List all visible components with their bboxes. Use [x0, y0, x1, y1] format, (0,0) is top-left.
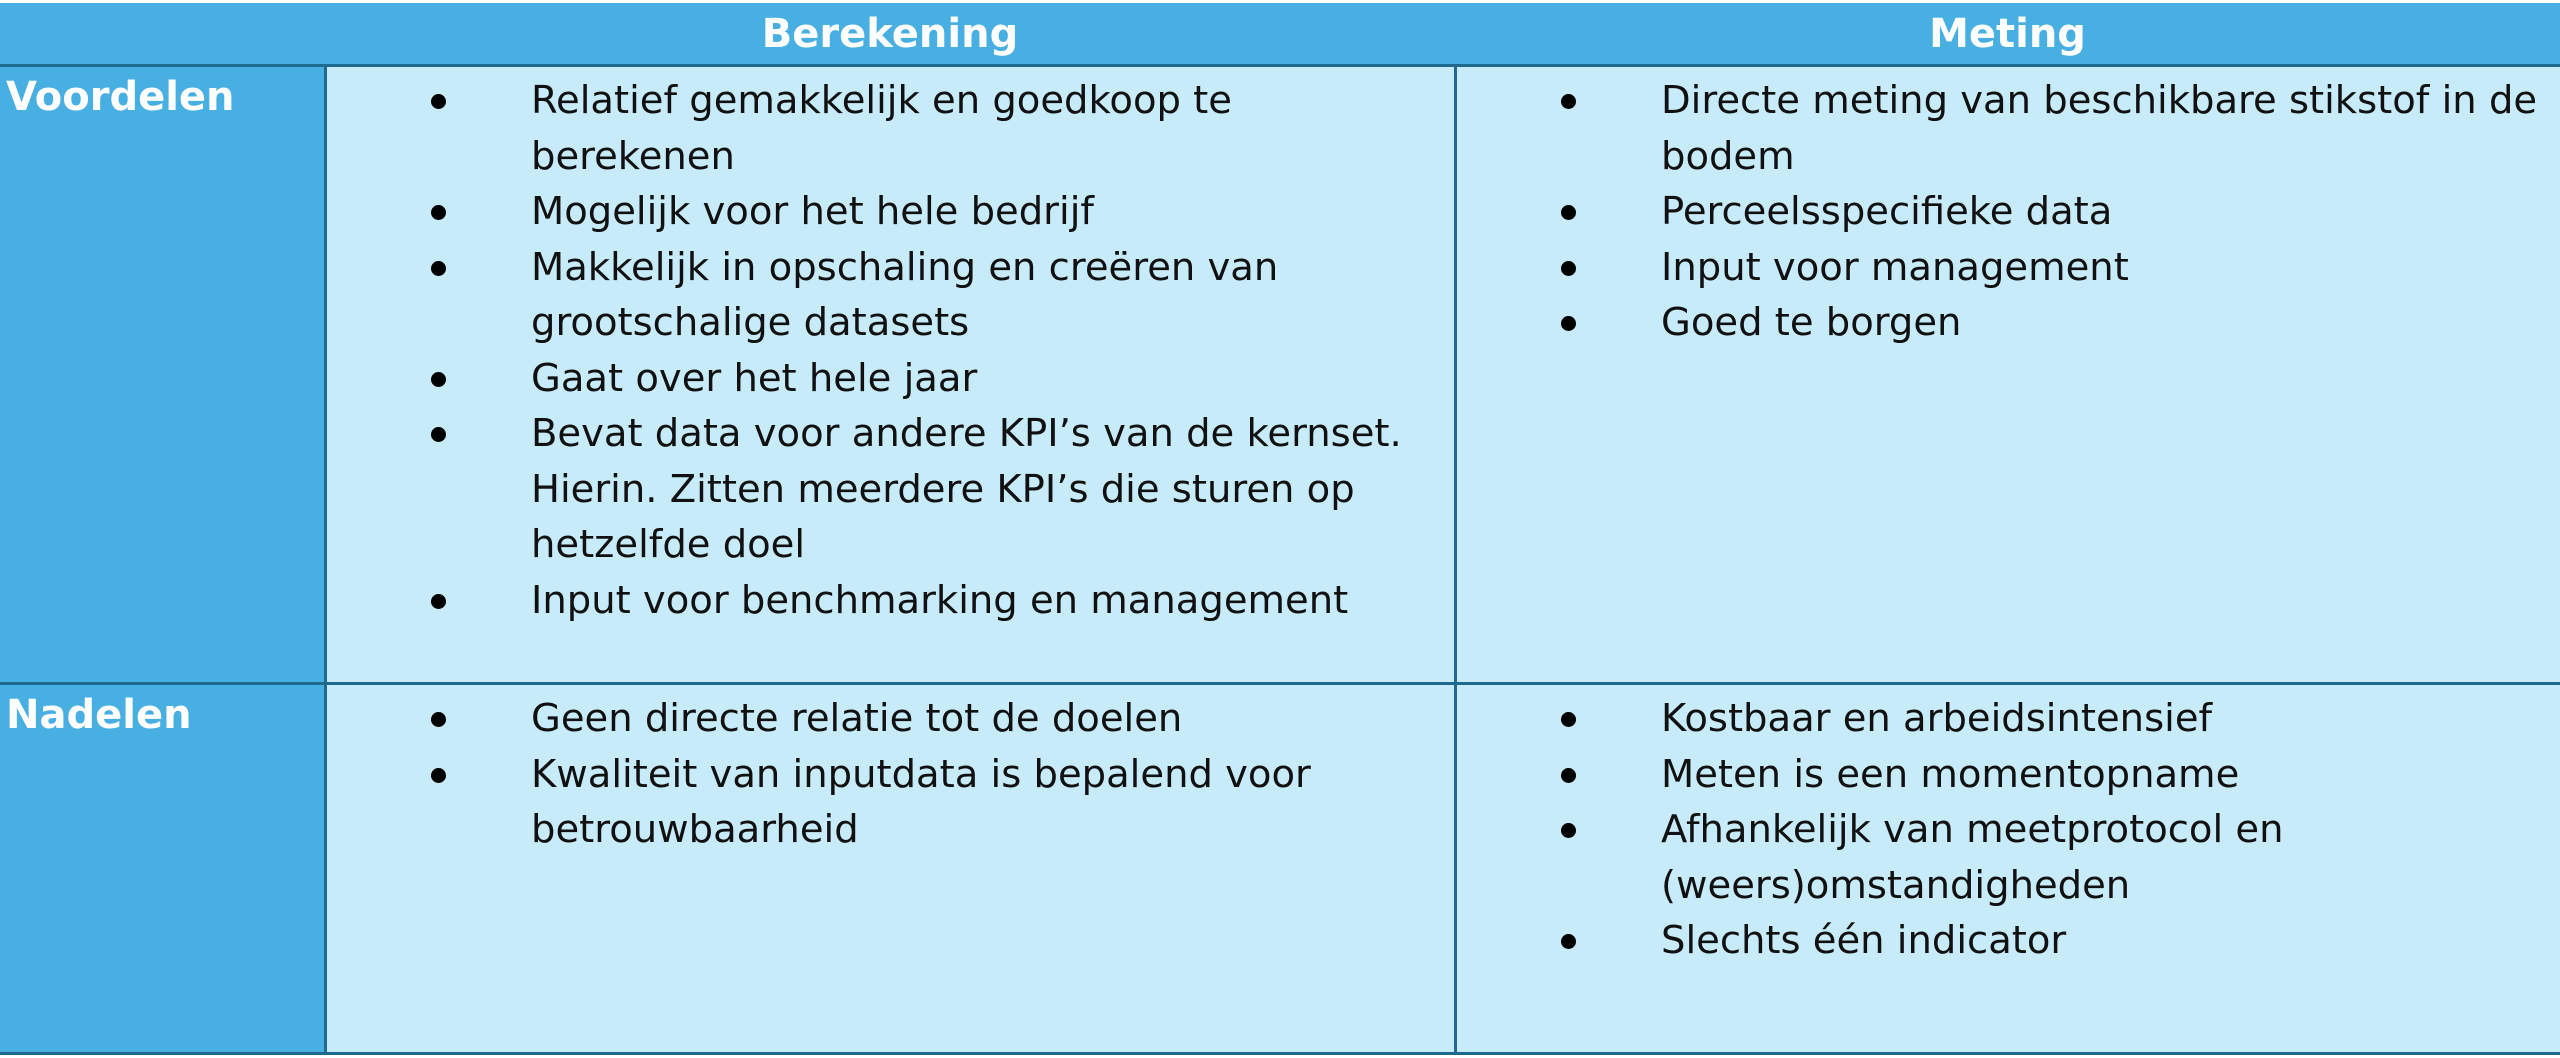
list-item: Goed te borgen — [1455, 295, 2560, 351]
voordelen-meting-list — [1455, 73, 2560, 351]
divider — [0, 682, 2560, 685]
list-item: Gaat over het hele jaar — [325, 351, 1455, 407]
list-item: Bevat data voor andere KPI’s van de kernset. Hierin. Zitten meerdere KPI’s die sturen op hetzelfde doel — [325, 406, 1455, 573]
list-item: Input voor benchmarking en management — [325, 573, 1455, 629]
row-label-nadelen: Nadelen — [0, 683, 325, 1053]
list-item: Input voor management — [1455, 240, 2560, 296]
list-item: Geen directe relatie tot de doelen — [325, 691, 1455, 747]
list-item: Meten is een momentopname — [1455, 747, 2560, 803]
list-item: Perceelsspecifieke data — [1455, 184, 2560, 240]
list-item: Slechts één indicator — [1455, 913, 2560, 969]
nadelen-meting-list — [1455, 691, 2560, 969]
nadelen-meting-cell — [1455, 683, 2560, 1053]
voordelen-berekening-cell — [325, 65, 1455, 683]
list-item: Directe meting van beschikbare stikstof in de bodem — [1455, 73, 2560, 184]
header-meting: Meting — [1929, 11, 2086, 57]
divider — [1454, 65, 1457, 1055]
list-item: Relatief gemakkelijk en goedkoop te berekenen — [325, 73, 1455, 184]
nadelen-berekening-list — [325, 691, 1455, 858]
list-item: Kwaliteit van inputdata is bepalend voor betrouwbaarheid — [325, 747, 1455, 858]
divider — [0, 64, 2560, 67]
voordelen-meting-cell — [1455, 65, 2560, 683]
list-item: Afhankelijk van meetprotocol en (weers)omstandigheden — [1455, 802, 2560, 913]
row-label-voordelen: Voordelen — [0, 65, 325, 683]
header-berekening: Berekening — [761, 11, 1019, 57]
nadelen-berekening-cell — [325, 683, 1455, 1053]
divider — [324, 65, 327, 1055]
divider — [0, 1052, 2560, 1055]
list-item: Mogelijk voor het hele bedrijf — [325, 184, 1455, 240]
list-item: Kostbaar en arbeidsintensief — [1455, 691, 2560, 747]
voordelen-berekening-list — [325, 73, 1455, 628]
list-item: Makkelijk in opschaling en creëren van grootschalige datasets — [325, 240, 1455, 351]
